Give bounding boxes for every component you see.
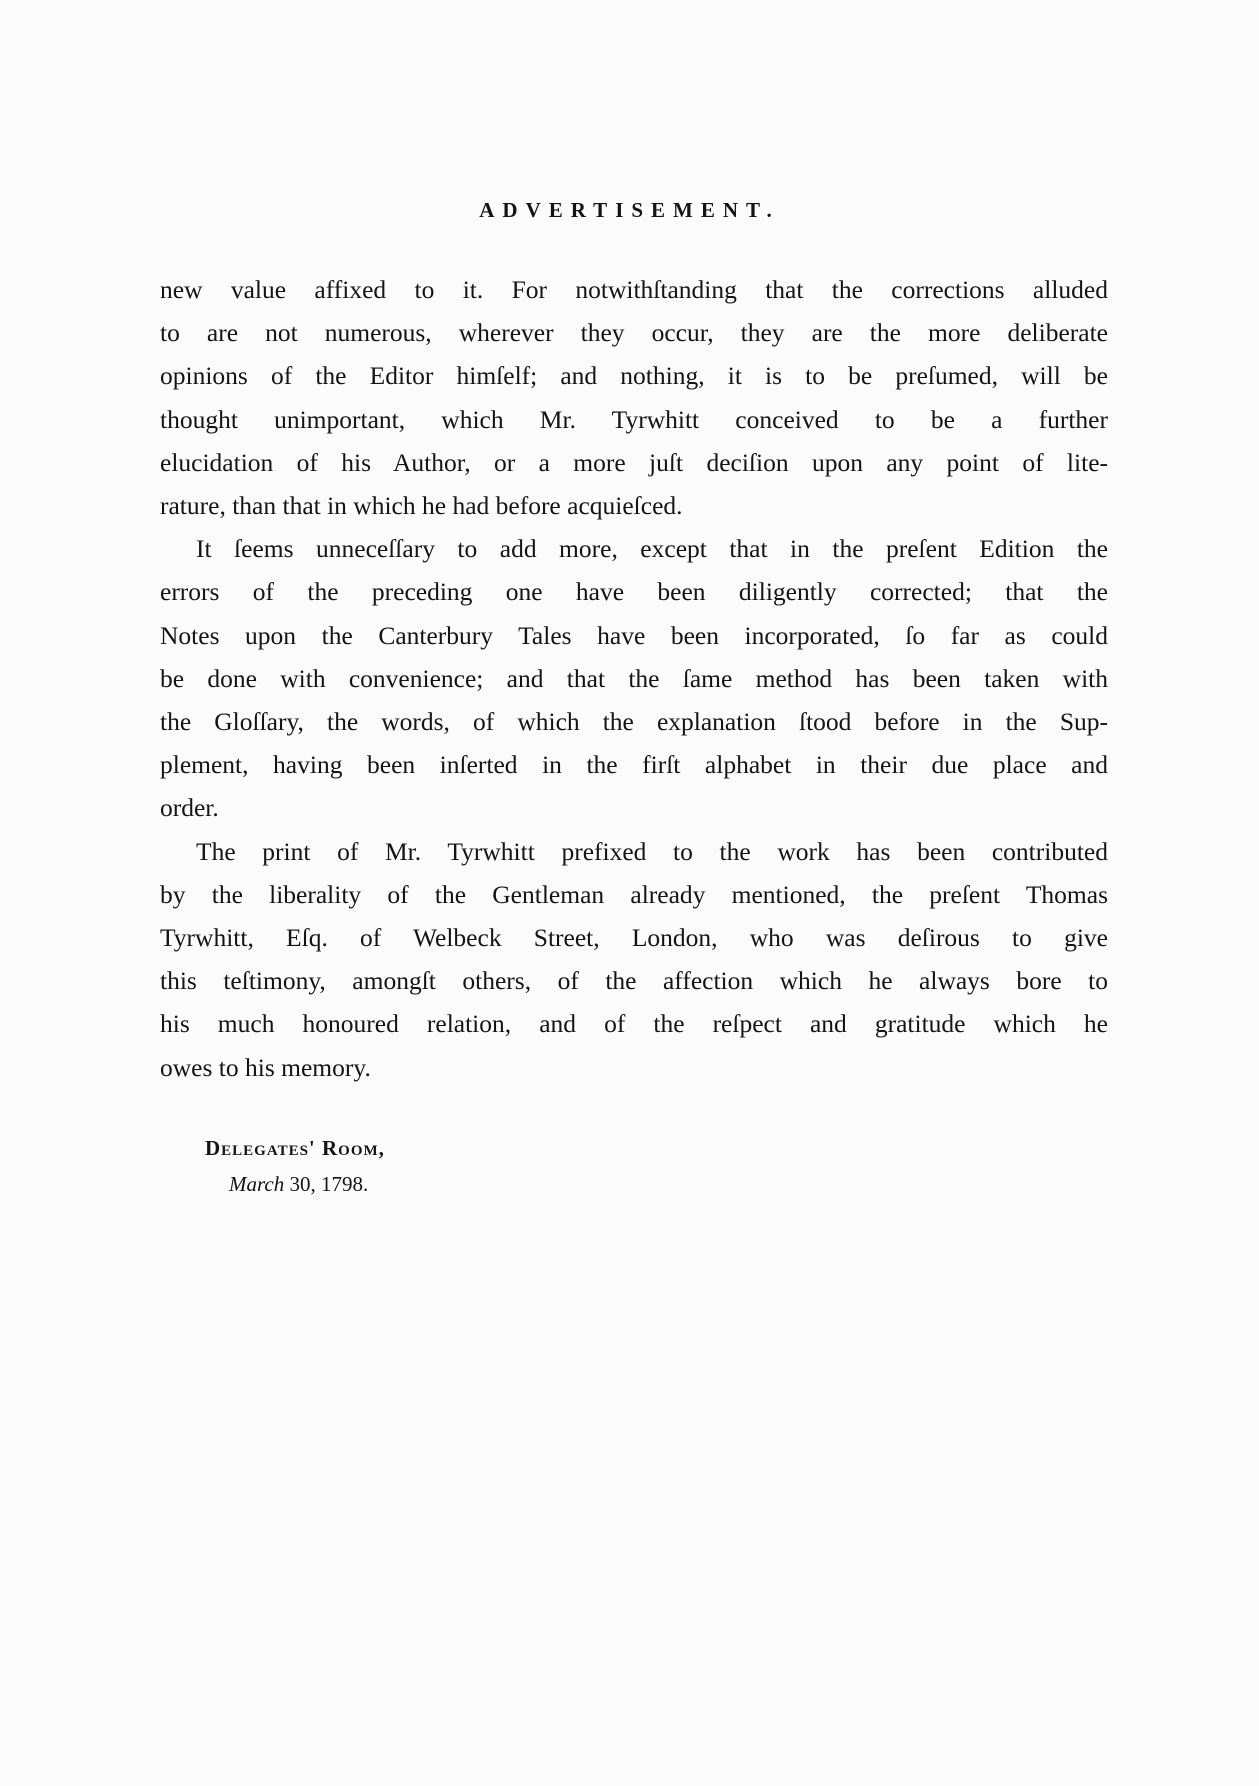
text-line: rature, than that in which he had before acquieſced. [160, 491, 683, 521]
text-line: this teſtimony, amongſt others, of the affection which he always bore to [160, 966, 1108, 996]
text-line: Notes upon the Canterbury Tales have been incorporated, ſo far as could [160, 620, 1108, 650]
text-line: by the liberality of the Gentleman already mentioned, the preſent Thomas [160, 879, 1108, 909]
text-line: It ſeems unneceſſary to add more, except that in the preſent Edition the [196, 534, 1108, 564]
body-text [160, 268, 1108, 1089]
text-line: thought unimportant, which Mr. Tyrwhitt conceived to be a further [160, 404, 1108, 434]
text-line: plement, having been inſerted in the firſt alphabet in their due place and [160, 750, 1108, 780]
text-line: new value affixed to it. For notwithſtanding that the corrections alluded [160, 275, 1108, 304]
signoff-date [205, 1166, 385, 1202]
signoff-date-rest: 30, 1798. [284, 1172, 369, 1196]
paragraph-2 [160, 527, 1108, 829]
text-line: elucidation of his Author, or a more juſt deciſion upon any point of lite- [160, 447, 1108, 477]
text-line: be done with convenience; and that the ſame method has been taken with [160, 663, 1108, 693]
signoff-month: March [229, 1172, 285, 1196]
text-line: The print of Mr. Tyrwhitt prefixed to the work has been contributed [196, 836, 1108, 866]
text-line: owes to his memory. [160, 1052, 371, 1082]
text-line: his much honoured relation, and of the reſpect and gratitude which he [160, 1009, 1108, 1039]
page-heading: ADVERTISEMENT. [479, 198, 780, 222]
text-line: errors of the preceding one have been diligently corrected; that the [160, 577, 1108, 607]
text-line: to are not numerous, wherever they occur, they are the more deliberate [160, 318, 1108, 348]
paragraph-1 [160, 268, 1108, 527]
text-line: Tyrwhitt, Eſq. of Welbeck Street, London, who was deſirous to give [160, 923, 1108, 953]
signoff [205, 1130, 385, 1202]
text-line: the Gloſſary, the words, of which the explanation ſtood before in the Sup- [160, 707, 1108, 737]
text-line: opinions of the Editor himſelf; and nothing, it is to be preſumed, will be [160, 361, 1108, 391]
paragraph-3 [160, 830, 1108, 1089]
text-line: order. [160, 793, 219, 823]
signoff-place: Delegates' Room, [205, 1136, 385, 1160]
